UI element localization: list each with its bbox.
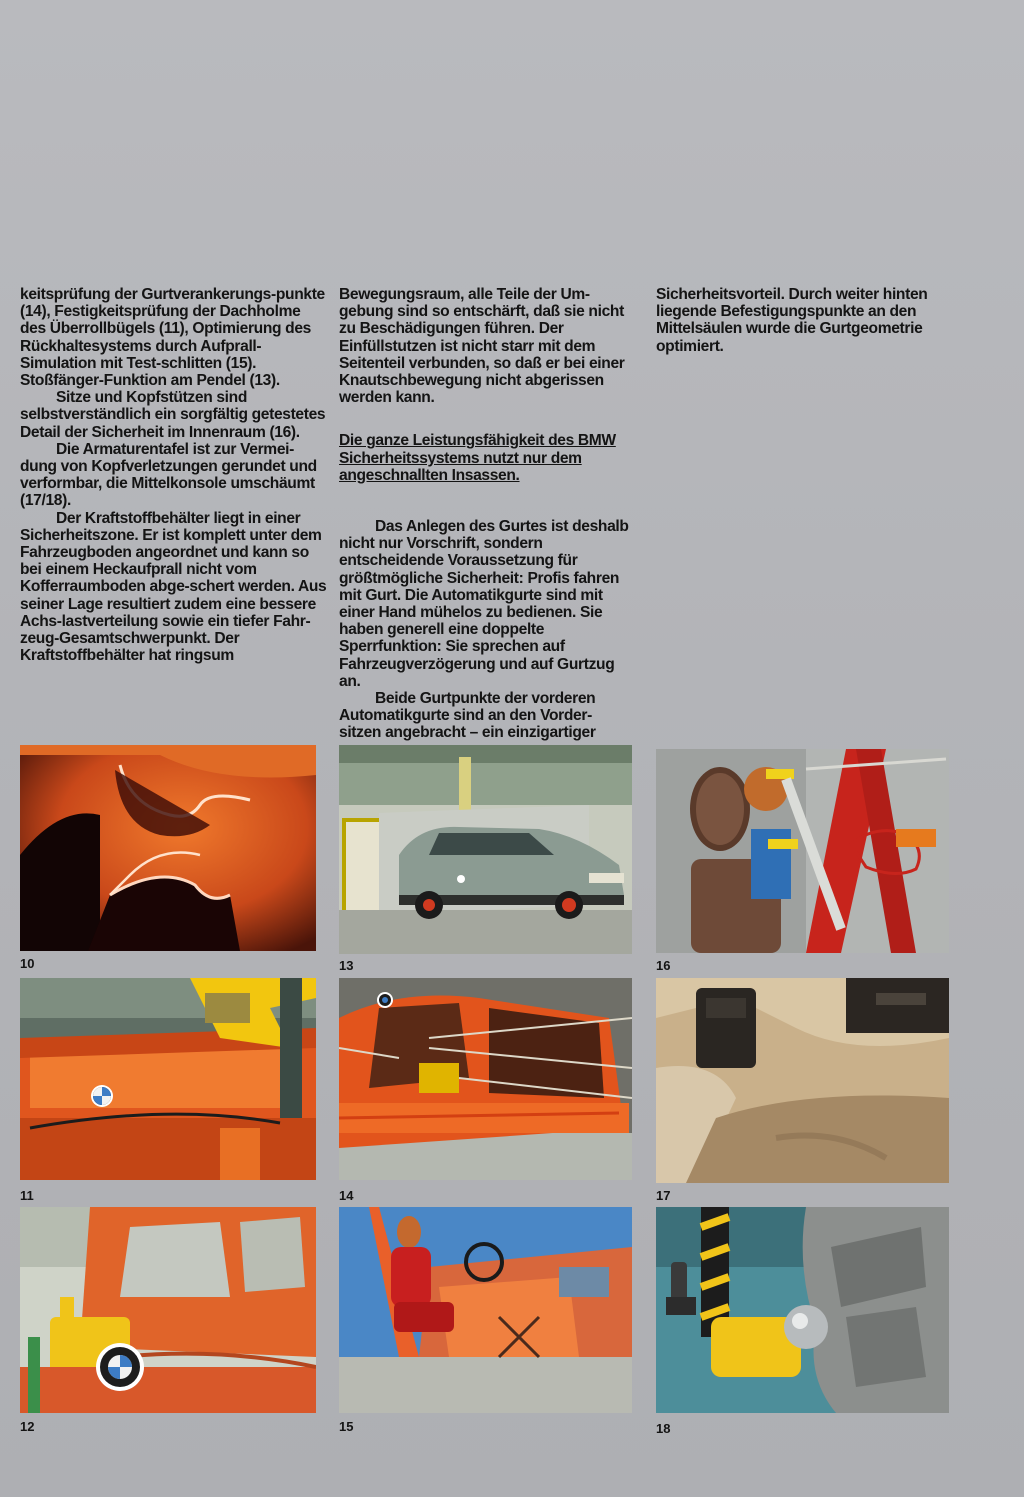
col1-paragraph-1: keitsprüfung der Gurtverankerungs-punkte (14), Festigkeitsprüfung der Dachholme des Überrollbügels (11), Optimierung des Rückhaltesystems durch Aufprall-Simulation mit Test-schlitten (15). Stoßfänger-Funktion am Pendel (13). <box>20 286 325 390</box>
photo-16-headrest-test <box>656 749 949 953</box>
photo-15-sled-test-dummy <box>339 1207 632 1413</box>
col1-paragraph-4: Der Kraftstoffbehälter liegt in einer Sicherheitszone. Er ist komplett unter dem Fahrzeugboden angeordnet und kann so bei einem Heckaufprall nicht vom Kofferraumboden abge-schert werden. Aus seiner Lage resultiert zudem eine bessere Achs-lastverteilung sowie ein tiefer Fahr-zeug-Gesamtschwerpunkt. Der Kraftstoffbehälter hat ringsum <box>20 509 327 665</box>
photo-12-bumper-test <box>20 1207 316 1413</box>
col2-paragraph-3: Das Anlegen des Gurtes ist deshalb nicht nur Vorschrift, sondern entscheidende Voraussetzung für größtmögliche Sicherheit: Profis fahren mit Gurt. Die Automatikgurte sind mit einer Hand mühelos zu bedienen. Sie haben generell eine doppelte Sperrfunktion: Sie sprechen auf Fahrzeugverzögerung und auf Gurtzug an. <box>339 518 629 690</box>
text-column-1 <box>20 286 330 664</box>
caption-18: 18 <box>656 1421 671 1436</box>
caption-16: 16 <box>656 958 671 973</box>
col2-highlight-statement: Die ganze Leistungsfähigkeit des BMW Sicherheitssystems nutzt nur dem angeschnallten Insassen. <box>339 432 616 484</box>
photo-13-pendulum-test <box>339 745 632 954</box>
caption-11: 11 <box>20 1188 34 1203</box>
col3-paragraph-1: Sicherheitsvorteil. Durch weiter hinten liegende Befestigungspunkte an den Mittelsäulen wurde die Gurtgeometrie optimiert. <box>656 286 928 355</box>
col1-paragraph-3: Die Armaturentafel ist zur Vermei-dung von Kopfverletzungen gerundet und verformbar, die Mittelkonsole umschäumt (17/18). <box>20 440 317 510</box>
photo-11-roof-strength-test <box>20 978 316 1180</box>
photo-17-center-console <box>656 978 949 1183</box>
text-column-3 <box>656 286 956 355</box>
col2-paragraph-4: Beide Gurtpunkte der vorderen Automatikgurte sind an den Vorder-sitzen angebracht – ein einzigartiger <box>339 690 596 742</box>
caption-12: 12 <box>20 1419 35 1434</box>
photo-14-belt-anchorage-test <box>339 978 632 1180</box>
caption-10: 10 <box>20 956 35 971</box>
caption-17: 17 <box>656 1188 671 1203</box>
caption-15: 15 <box>339 1419 354 1434</box>
text-column-2 <box>339 286 629 742</box>
col2-paragraph-1: Bewegungsraum, alle Teile der Um-gebung sind so entschärft, daß sie nicht zu Beschädigungen führen. Der Einfüllstutzen ist nicht starr mit dem Seitenteil verbunden, so daß er bei einer Knautschbewegung nicht abgerissen werden kann. <box>339 286 625 407</box>
photo-10-profile-section <box>20 745 316 951</box>
caption-13: 13 <box>339 958 354 973</box>
caption-14: 14 <box>339 1188 354 1203</box>
photo-18-dashboard-impact <box>656 1207 949 1413</box>
col1-paragraph-2: Sitze und Kopfstützen sind selbstverständlich ein sorgfältig getestetes Detail der Sicherheit im Innenraum (16). <box>20 389 326 441</box>
